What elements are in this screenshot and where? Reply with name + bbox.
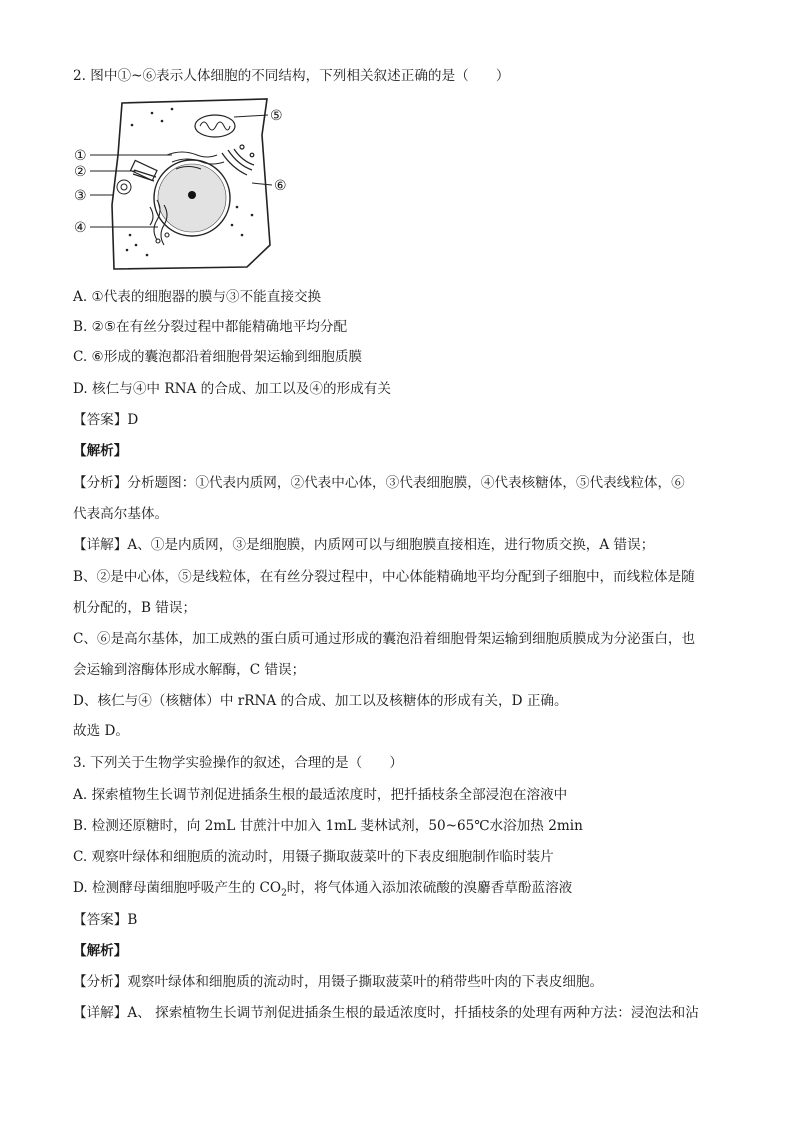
q2-detail-line-1: 【详解】A、①是内质网，③是细胞膜，内质网可以与细胞膜直接相连，进行物质交换，A 错误； xyxy=(73,537,655,553)
q2-option-c: C. ⑥形成的囊泡都沿着细胞骨架运输到细胞质膜 xyxy=(73,349,363,365)
label-3: ③ xyxy=(74,188,87,204)
q3-option-d-sub: 2 xyxy=(281,888,287,899)
q3-stem: 3. 下列关于生物学实验操作的叙述，合理的是（ ） xyxy=(73,755,403,771)
label-1: ① xyxy=(74,148,87,164)
q2-detail-line-2: B、②是中心体，⑤是线粒体，在有丝分裂过程中，中心体能精确地平均分配到子细胞中，而线粒体是随 xyxy=(73,569,695,585)
label-2: ② xyxy=(74,164,87,180)
q3-option-c: C. 观察叶绿体和细胞质的流动时，用镊子撕取菠菜叶的下表皮细胞制作临时装片 xyxy=(73,849,554,865)
q2-detail-line-6: D、核仁与④（核糖体）中 rRNA 的合成、加工以及核糖体的形成有关，D 正确。 xyxy=(73,693,568,709)
q2-detail-line-4: C、⑥是高尔基体，加工成熟的蛋白质可通过形成的囊泡沿着细胞骨架运输到细胞质膜成为分泌蛋白，也 xyxy=(73,631,696,647)
q2-analysis-line-2: 代表高尔基体。 xyxy=(73,506,169,522)
label-5: ⑤ xyxy=(270,108,283,124)
q3-answer: 【答案】B xyxy=(73,912,138,928)
q2-option-b: B. ②⑤在有丝分裂过程中都能精确地平均分配 xyxy=(73,319,348,335)
nucleus xyxy=(154,160,230,236)
q2-detail-line-5: 会运输到溶酶体形成水解酶，C 错误； xyxy=(73,662,306,678)
label-6: ⑥ xyxy=(274,178,287,194)
q2-detail-line-3: 机分配的，B 错误； xyxy=(73,600,197,616)
q3-jiexi: 【解析】 xyxy=(73,943,128,959)
cell-diagram xyxy=(72,95,302,275)
q3-analysis: 【分析】观察叶绿体和细胞质的流动时，用镊子撕取菠菜叶的稍带些叶肉的下表皮细胞。 xyxy=(73,974,604,990)
q2-option-a: A. ①代表的细胞器的膜与③不能直接交换 xyxy=(73,289,322,305)
q2-jiexi: 【解析】 xyxy=(73,443,128,459)
star-body xyxy=(117,180,131,194)
label-4: ④ xyxy=(74,220,87,236)
q3-option-d-pre: D. 检测酵母菌细胞呼吸产生的 CO xyxy=(73,880,282,896)
q2-conclusion: 故选 D。 xyxy=(73,723,130,739)
q3-option-b: B. 检测还原糖时，向 2mL 甘蔗汁中加入 1mL 斐林试剂，50~65℃水浴加热 2min xyxy=(73,818,583,834)
q3-detail-line-1: 【详解】A、 探索植物生长调节剂促进插条生根的最适浓度时，扦插枝条的处理有两种方法：浸泡法和沾 xyxy=(73,1005,699,1021)
q2-option-d: D. 核仁与④中 RNA 的合成、加工以及④的形成有关 xyxy=(73,381,391,397)
mitochondrion xyxy=(195,115,235,137)
q3-option-d xyxy=(73,879,572,903)
q3-option-d-post: 时，将气体通入添加浓硫酸的溴麝香草酚蓝溶液 xyxy=(286,880,573,896)
q2-analysis-line-1: 【分析】分析题图：①代表内质网，②代表中心体，③代表细胞膜，④代表核糖体，⑤代表线粒体，⑥ xyxy=(73,475,685,491)
q2-stem: 2. 图中①~⑥表示人体细胞的不同结构，下列相关叙述正确的是（ ） xyxy=(73,68,510,84)
golgi-apparatus xyxy=(222,145,254,175)
q2-answer: 【答案】D xyxy=(73,412,139,428)
q3-option-a: A. 探索植物生长调节剂促进插条生根的最适浓度时，把扦插枝条全部浸泡在溶液中 xyxy=(73,787,568,803)
